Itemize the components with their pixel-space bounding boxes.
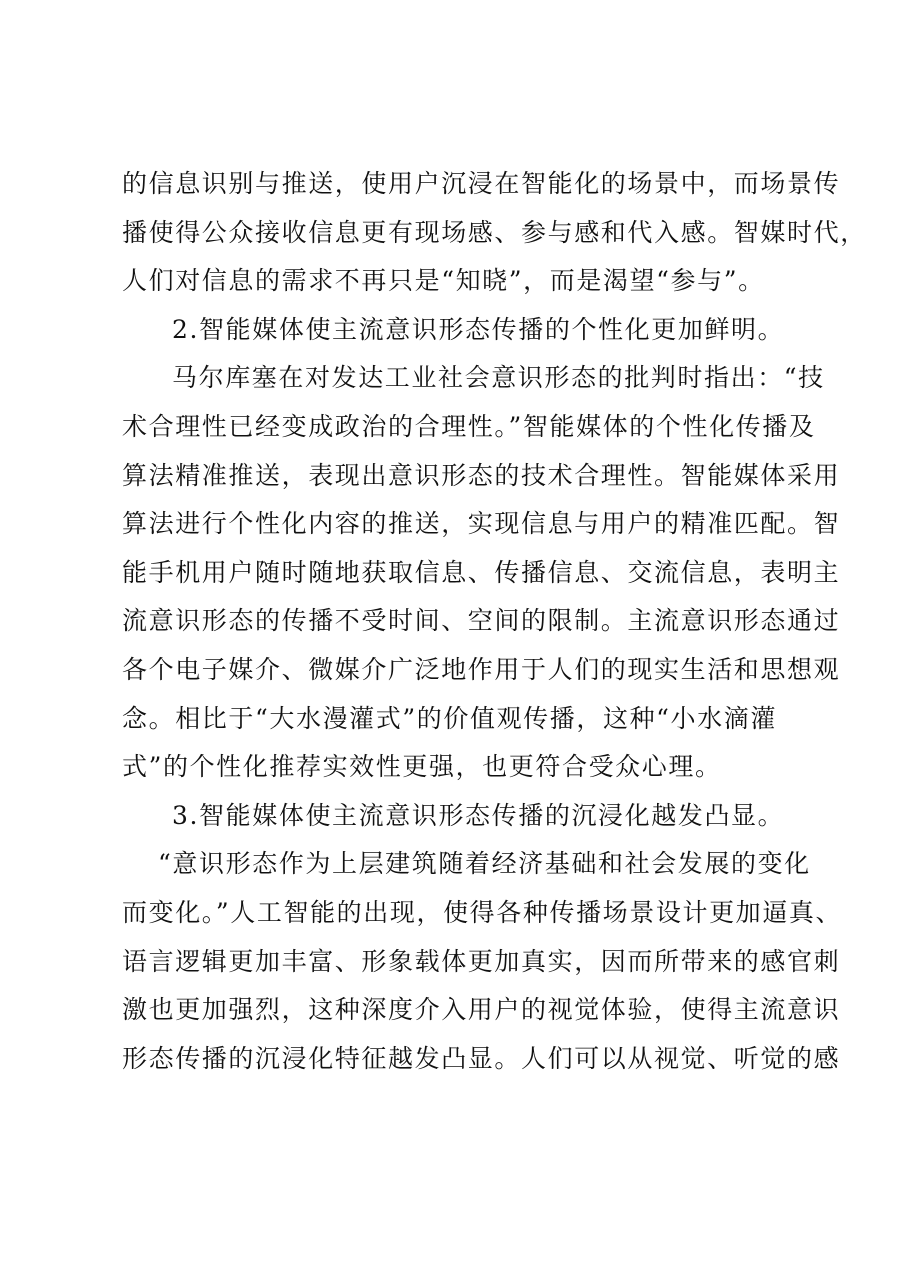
text-line: 各个电子媒介、微媒介广泛地作用于人们的现实生活和思想观 <box>122 654 841 684</box>
text-line: 激也更加强烈，这种深度介入用户的视觉体验，使得主流意识 <box>122 995 841 1025</box>
text-line: 术合理性已经变成政治的合理性。”智能媒体的个性化传播及 <box>122 411 816 441</box>
section-heading: 3.智能媒体使主流意识形态传播的沉浸化越发凸显。 <box>172 800 785 830</box>
text-line: 念。相比于“大水漫灌式”的价值观传播，这种“小水滴灌 <box>122 703 777 733</box>
text-line: 播使得公众接收信息更有现场感、参与感和代入感。智媒时代， <box>122 217 867 247</box>
text-line: 算法精准推送，表现出意识形态的技术合理性。智能媒体采用 <box>122 460 841 490</box>
text-line: 的信息识别与推送，使用户沉浸在智能化的场景中，而场景传 <box>122 169 841 198</box>
text-line: 流意识形态的传播不受时间、空间的限制。主流意识形态通过 <box>122 606 841 636</box>
paragraph-start: “意识形态作为上层建筑随着经济基础和社会发展的变化 <box>158 849 811 879</box>
text-line: 人们对信息的需求不再只是“知晓”，而是渴望“参与”。 <box>122 266 765 296</box>
text-line: 形态传播的沉浸化特征越发凸显。人们可以从视觉、听觉的感 <box>122 1043 841 1073</box>
section-heading: 2.智能媒体使主流意识形态传播的个性化更加鲜明。 <box>172 314 785 344</box>
text-line: 能手机用户随时随地获取信息、传播信息、交流信息，表明主 <box>122 557 841 587</box>
text-line: 算法进行个性化内容的推送，实现信息与用户的精准匹配。智 <box>122 509 841 539</box>
paragraph-start: 马尔库塞在对发达工业社会意识形态的批判时指出：“技 <box>172 363 825 393</box>
text-line: 语言逻辑更加丰富、形象载体更加真实，因而所带来的感官刺 <box>122 946 841 976</box>
text-line: 而变化。”人工智能的出现，使得各种传播场景设计更加逼真、 <box>122 897 843 927</box>
text-line: 式”的个性化推荐实效性更强，也更符合受众心理。 <box>122 752 722 782</box>
body-text <box>122 160 867 1083</box>
